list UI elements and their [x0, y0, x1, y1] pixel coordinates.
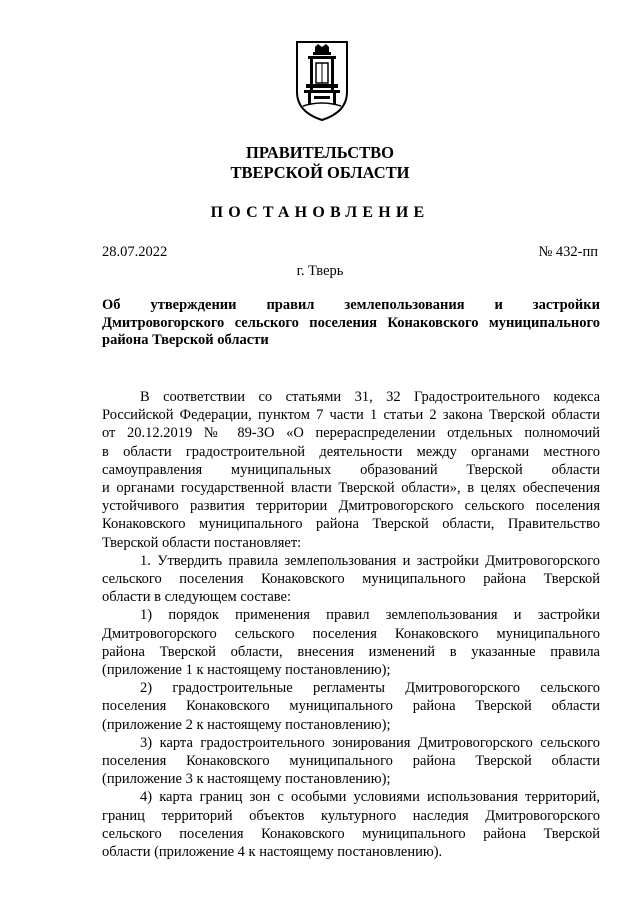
tver-coat-of-arms-icon: [295, 40, 349, 122]
body-line: и органами государственной власти Тверской области», в целях обеспечения: [102, 480, 600, 497]
body-line: поселения Конаковского муниципального района Тверской области: [102, 753, 600, 770]
document-subject: [102, 297, 600, 350]
body-line: от 20.12.2019 № 89-ЗО «О перераспределении отдельных полномочий: [102, 425, 600, 442]
subject-line: Об утверждении правил землепользования и застройки: [102, 297, 600, 313]
body-line: района Тверской области, внесения изменений в указанные правила: [102, 643, 600, 660]
body-line: поселения Конаковского муниципального района Тверской области: [102, 698, 600, 715]
document-date: 28.07.2022: [102, 244, 168, 260]
body-line: в области градостроительной деятельности между органами местного: [102, 443, 600, 460]
subject-line: Дмитровогорского сельского поселения Конаковского муниципального: [102, 314, 600, 331]
body-line: Тверской области постановляет:: [102, 534, 302, 551]
body-line: устойчивого развития территории Дмитровогорского сельского поселения: [102, 498, 600, 515]
body-line: 1. Утвердить правила землепользования и застройки Дмитровогорского: [140, 552, 600, 569]
body-line: (приложение 3 к настоящему постановлению);: [102, 771, 391, 788]
document-type-title: ПОСТАНОВЛЕНИЕ: [210, 204, 430, 221]
body-line: границ территорий объектов культурного наследия Дмитровогорского: [102, 807, 600, 824]
body-line: Дмитровогорского сельского поселения Конаковского муниципального: [102, 625, 600, 642]
body-line: (приложение 2 к настоящему постановлению);: [102, 716, 391, 733]
document-city: г. Тверь: [296, 263, 344, 279]
body-line: области (приложение 4 к настоящему постановлению).: [102, 844, 443, 861]
body-line: сельского поселения Конаковского муниципального района Тверской: [102, 571, 600, 588]
document-body: [102, 388, 600, 861]
body-line: сельского поселения Конаковского муниципального района Тверской: [102, 825, 600, 842]
body-line: 2) градостроительные регламенты Дмитровогорского сельского: [140, 680, 600, 697]
body-line: Российской Федерации, пунктом 7 части 1 статьи 2 закона Тверской области: [102, 407, 600, 424]
body-line: В соответствии со статьями 31, 32 Градостроительного кодекса: [140, 389, 600, 405]
body-line: 1) порядок применения правил землепользования и застройки: [140, 607, 600, 624]
body-line: 4) карта границ зон с особыми условиями использования территорий,: [140, 789, 600, 806]
body-line: 3) карта градостроительного зонирования Дмитровогорского сельского: [140, 734, 600, 751]
body-line: самоуправления муниципальных образований Тверской области: [102, 461, 600, 478]
subject-line: района Тверской области: [102, 332, 269, 348]
document-number: № 432-пп: [538, 244, 598, 260]
org-name-line1: ПРАВИТЕЛЬСТВО: [246, 143, 394, 162]
org-name-line2: ТВЕРСКОЙ ОБЛАСТИ: [230, 163, 410, 182]
body-line: области в следующем составе:: [102, 589, 292, 606]
body-line: Конаковского муниципального района Тверской области, Правительство: [102, 516, 600, 533]
body-line: (приложение 1 к настоящему постановлению);: [102, 662, 391, 679]
